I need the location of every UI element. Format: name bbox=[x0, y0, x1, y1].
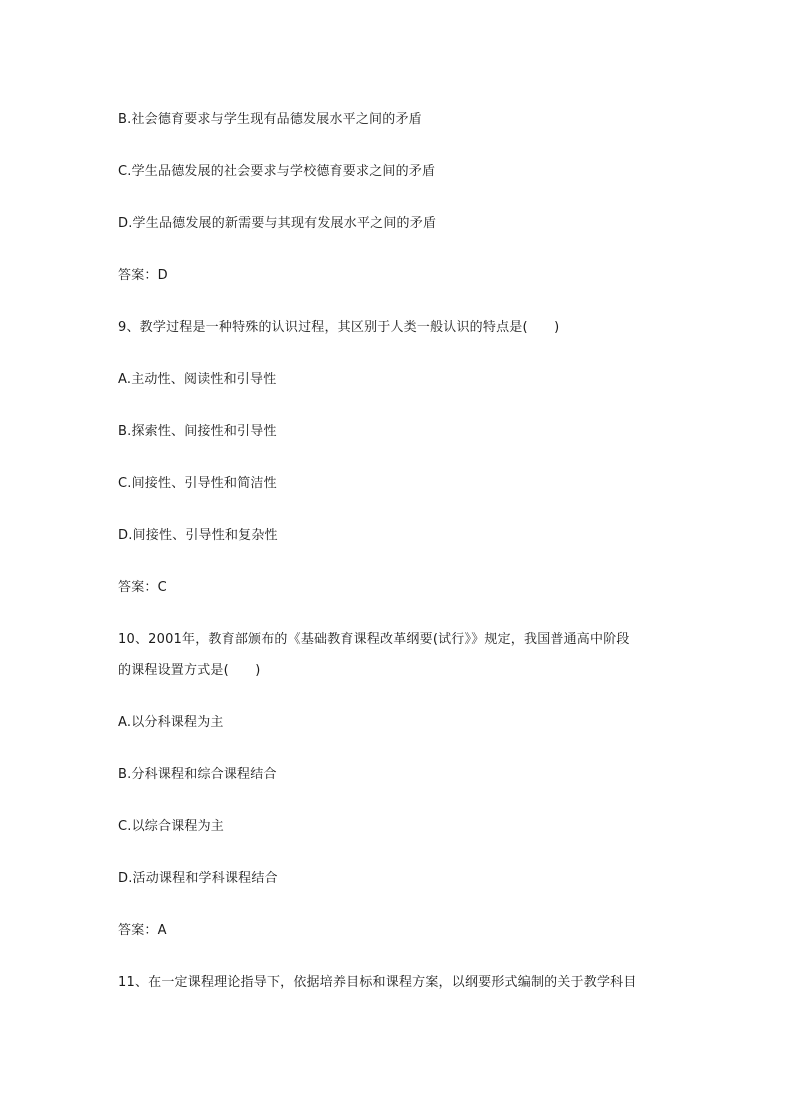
q8-option-d: D.学生品德发展的新需要与其现有发展水平之间的矛盾 bbox=[118, 216, 437, 231]
q10-option-a: A.以分科课程为主 bbox=[118, 715, 224, 730]
q10-option-c: C.以综合课程为主 bbox=[118, 819, 225, 834]
q9-answer: 答案：C bbox=[118, 580, 167, 595]
q9-stem: 9、教学过程是一种特殊的认识过程，其区别于人类一般认识的特点是( ) bbox=[118, 320, 560, 335]
q9-option-b: B.探索性、间接性和引导性 bbox=[118, 424, 277, 439]
q10-option-d: D.活动课程和学科课程结合 bbox=[118, 871, 278, 886]
q10-answer: 答案：A bbox=[118, 923, 167, 938]
q10-stem-line-1: 10、2001年，教育部颁布的《基础教育课程改革纲要(试行》》规定，我国普通高中阶段 bbox=[118, 632, 630, 647]
q9-option-d: D.间接性、引导性和复杂性 bbox=[118, 528, 278, 543]
q10-option-b: B.分科课程和综合课程结合 bbox=[118, 767, 277, 782]
q11-stem-line-1: 11、在一定课程理论指导下，依据培养目标和课程方案，以纲要形式编制的关于教学科目 bbox=[118, 975, 637, 990]
q8-answer: 答案：D bbox=[118, 268, 168, 283]
q8-option-b: B.社会德育要求与学生现有品德发展水平之间的矛盾 bbox=[118, 112, 422, 127]
q10-stem-line-2: 的课程设置方式是( ) bbox=[118, 663, 261, 678]
q9-option-c: C.间接性、引导性和简洁性 bbox=[118, 476, 277, 491]
q8-option-c: C.学生品德发展的社会要求与学校德育要求之间的矛盾 bbox=[118, 164, 436, 179]
q9-option-a: A.主动性、阅读性和引导性 bbox=[118, 372, 277, 387]
